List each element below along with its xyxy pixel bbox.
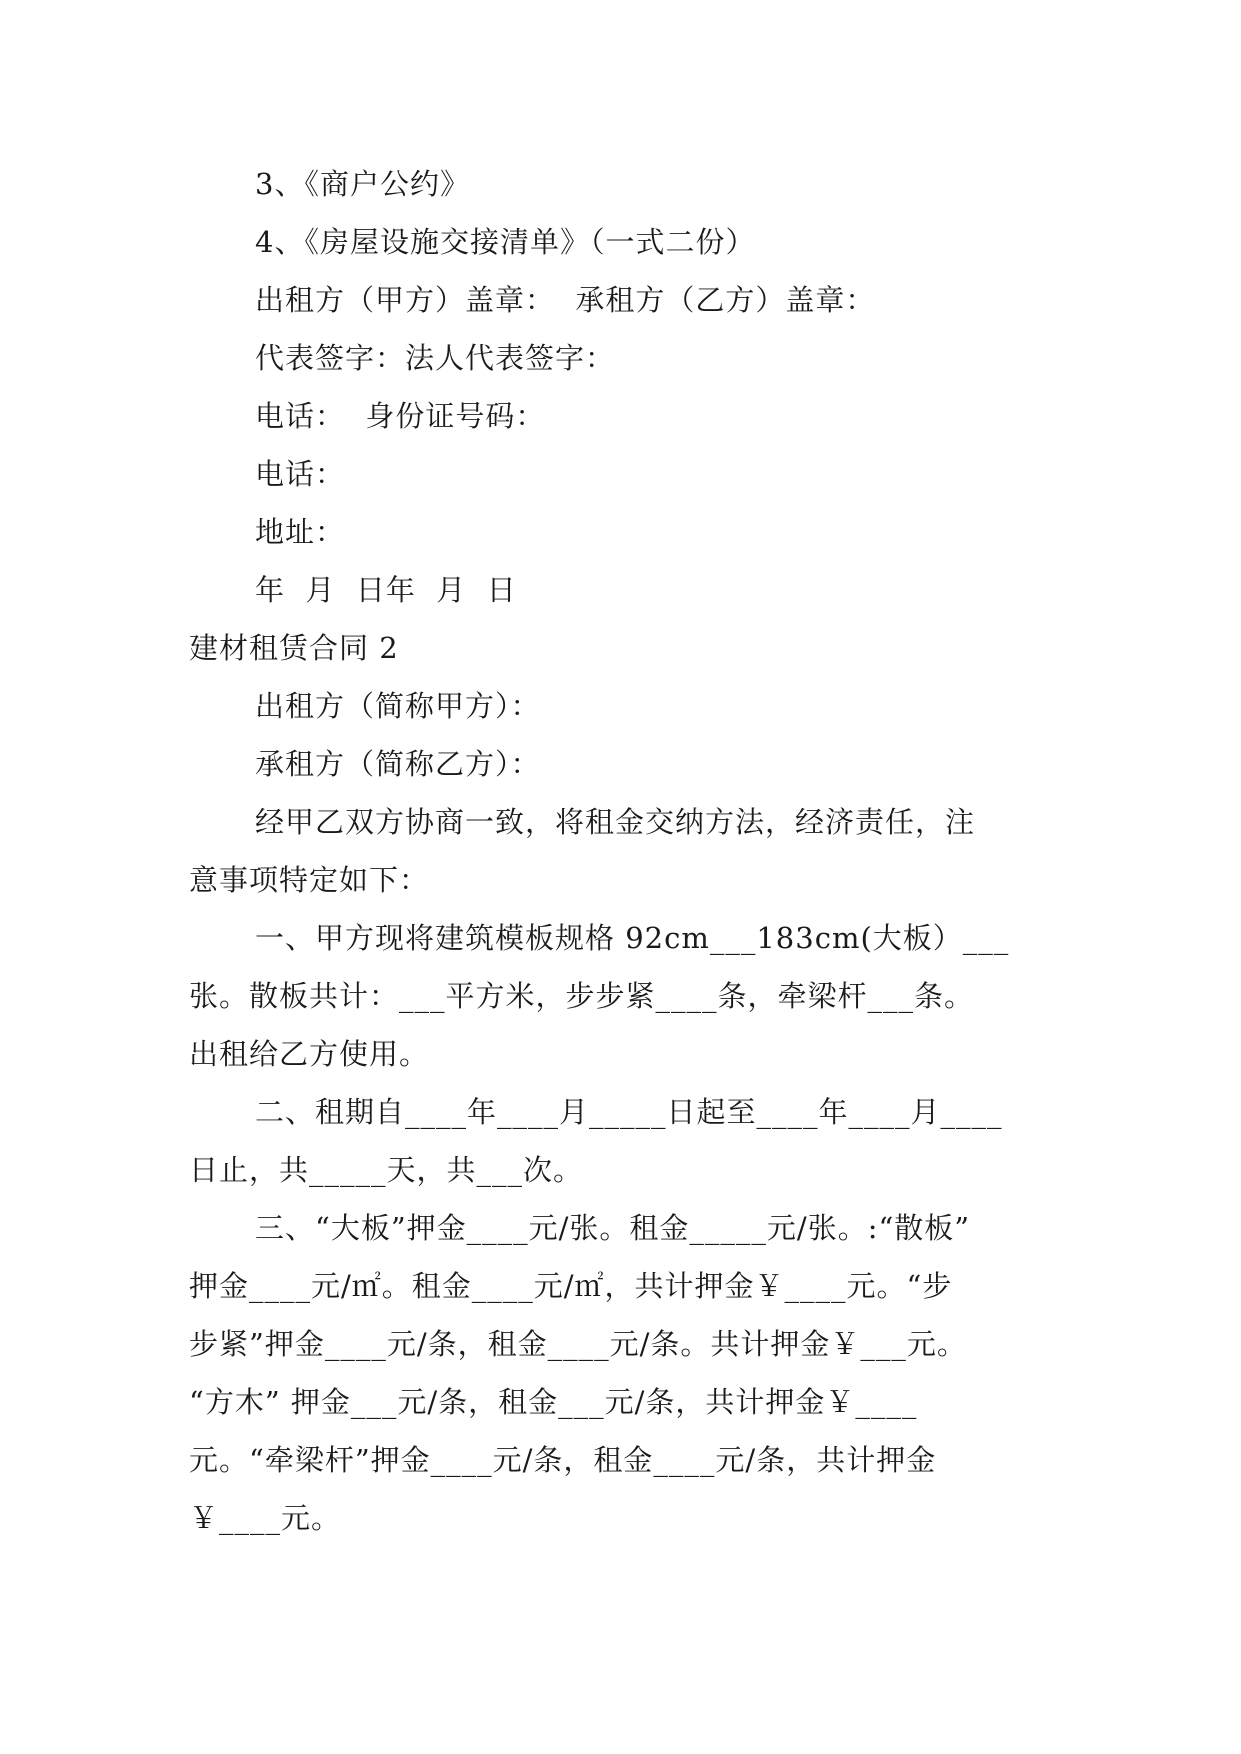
lessee-line: 承租方（简称乙方）： (255, 747, 541, 781)
date-line: 年 月 日年 月 日 (255, 573, 517, 607)
clause-3-line: ￥____元。 (189, 1501, 342, 1535)
clause-1-line: 张。散板共计：___平方米，步步紧____条，牵梁杆___条。 (189, 979, 975, 1013)
clause-1-line: 一、甲方现将建筑模板规格 92cm___183cm(大板）___ (255, 921, 1010, 955)
appendix-item-3: 3、《商户公约》 (255, 167, 470, 201)
address-line: 地址： (255, 515, 346, 549)
clause-3-line: 三、“大板”押金____元/张。租金_____元/张。:“散板” (255, 1211, 971, 1245)
paragraph-line: 意事项特定如下： (189, 863, 430, 897)
phone-line: 电话： (255, 457, 346, 491)
clause-2-line: 日止，共_____天，共___次。 (189, 1153, 584, 1187)
phone-id-line: 电话： 身份证号码： (255, 399, 546, 433)
clause-1-line: 出租给乙方使用。 (189, 1037, 430, 1071)
seal-line: 出租方（甲方）盖章： 承租方（乙方）盖章： (255, 283, 876, 317)
clause-3-line: 步紧”押金____元/条，租金____元/条。共计押金￥___元。 (189, 1327, 967, 1361)
clause-3-line: 押金____元/㎡。租金____元/㎡，共计押金￥____元。“步 (189, 1269, 953, 1303)
lessor-line: 出租方（简称甲方）： (255, 689, 541, 723)
appendix-item-4: 4、《房屋设施交接清单》（一式二份） (255, 225, 756, 259)
clause-2-line: 二、租期自____年____月_____日起至____年____月____ (255, 1095, 1003, 1129)
clause-3-line: “方木” 押金___元/条，租金___元/条，共计押金￥____ (189, 1385, 918, 1419)
signature-line: 代表签字：法人代表签字： (255, 341, 616, 375)
paragraph-line: 经甲乙双方协商一致，将租金交纳方法，经济责任，注 (255, 805, 976, 839)
contract-heading: 建材租赁合同 2 (189, 631, 399, 665)
clause-3-line: 元。“牵梁杆”押金____元/条，租金____元/条，共计押金 (189, 1443, 937, 1477)
